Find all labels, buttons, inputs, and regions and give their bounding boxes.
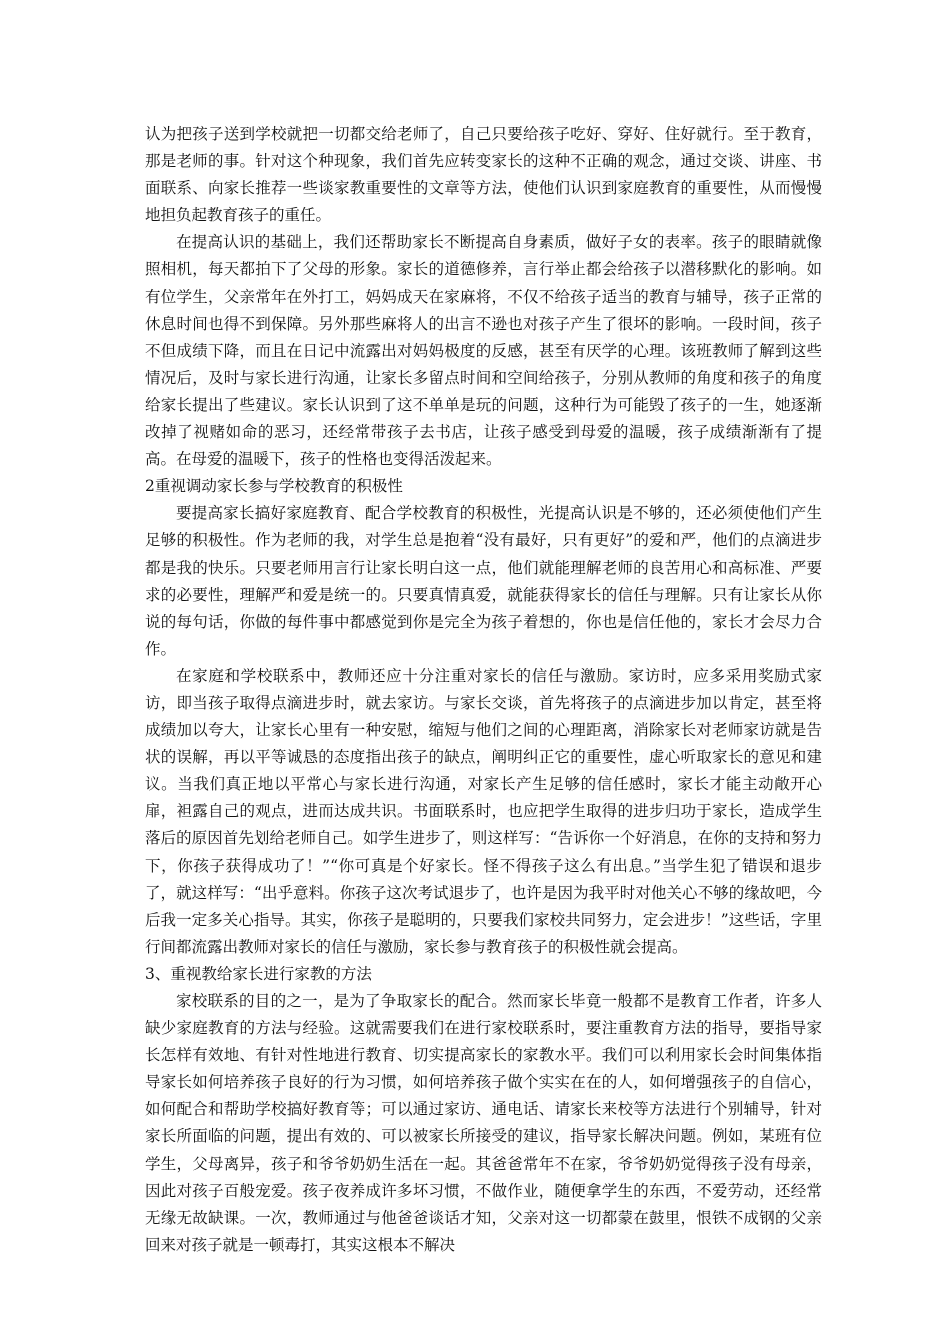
document-page bbox=[145, 121, 822, 1259]
paragraph-family-education-methods: 家校联系的目的之一，是为了争取家长的配合。然而家长毕竟一般都不是教育工作者，许多人缺少家庭教育的方法与经验。这就需要我们在进行家校联系时，要注重教育方法的指导，要指导家长怎样有效地、有针对性地进行教育、切实提高家长的家教水平。我们可以利用家长会时间集体指导家长如何培养孩子良好的行为习惯，如何培养孩子做个实实在在的人，如何增强孩子的自信心，如何配合和帮助学校搞好教育等；可以通过家访、通电话、请家长来校等方法进行个别辅导，针对家长所面临的问题，提出有效的、可以被家长所接受的建议，指导家长解决问题。例如，某班有位学生，父母离异，孩子和爷爷奶奶生活在一起。其爸爸常年不在家，爷爷奶奶觉得孩子没有母亲，因此对孩子百般宠爱。孩子夜养成许多坏习惯，不做作业，随便拿学生的东西，不爱劳动，还经常无缘无故缺课。一次，教师通过与他爸爸谈话才知，父亲对这一切都蒙在鼓里，恨铁不成钢的父亲回来对孩子就是一顿毒打，其实这根本不解决 bbox=[145, 992, 822, 1254]
section-heading-3: 3、重视教给家长进行家教的方法 bbox=[145, 964, 372, 983]
paragraph-parent-motivation: 要提高家长搞好家庭教育、配合学校教育的积极性，光提高认识是不够的，还必须使他们产生足够的积极性。作为老师的我，对学生总是抱着“没有最好，只有更好”的爱和严，他们的点滴进步都是我的快乐。只要老师用言行让家长明白这一点，他们就能理解老师的良苦用心和高标准、严要求的必要性，理解严和爱是统一的。只要真情真爱，就能获得家长的信任与理解。只有让家长从你说的每句话，你做的每件事中都感觉到你是完全为孩子着想的，你也是信任他的，家长才会尽力合作。 bbox=[145, 504, 822, 658]
paragraph-parent-role-model: 在提高认识的基础上，我们还帮助家长不断提高自身素质，做好子女的表率。孩子的眼睛就像照相机，每天都拍下了父母的形象。家长的道德修养，言行举止都会给孩子以潜移默化的影响。如有位学生，父亲常年在外打工，妈妈成天在家麻将，不仅不给孩子适当的教育与辅导，孩子正常的休息时间也得不到保障。另外那些麻将人的出言不逊也对孩子产生了很坏的影响。一段时间，孩子不但成绩下降，而且在日记中流露出对妈妈极度的反感，甚至有厌学的心理。该班教师了解到这些情况后，及时与家长进行沟通，让家长多留点时间和空间给孩子，分别从教师的角度和孩子的角度给家长提出了些建议。家长认识到了这不单单是玩的问题，这种行为可能毁了孩子的一生，她逐渐改掉了视赌如命的恶习，还经常带孩子去书店，让孩子感受到母爱的温暖，孩子成绩渐渐有了提高。在母爱的温暖下，孩子的性格也变得活泼起来。 bbox=[145, 233, 822, 469]
paragraph-parental-awareness: 认为把孩子送到学校就把一切都交给老师了，自己只要给孩子吃好、穿好、住好就行。至于教育，那是老师的事。针对这个种现象，我们首先应转变家长的这种不正确的观念，通过交谈、讲座、书面联系、向家长推荐一些谈家教重要性的文章等方法，使他们认识到家庭教育的重要性，从而慢慢地担负起教育孩子的重任。 bbox=[145, 125, 822, 225]
section-heading-2: 2重视调动家长参与学校教育的积极性 bbox=[145, 477, 403, 496]
paragraph-trust-encouragement: 在家庭和学校联系中，教师还应十分注重对家长的信任与激励。家访时，应多采用奖励式家访，即当孩子取得点滴进步时，就去家访。与家长交谈，首先将孩子的点滴进步加以肯定，甚至将成绩加以夸大，让家长心里有一种安慰，缩短与他们之间的心理距离，消除家长对老师家访就是告状的误解，再以平等诚恳的态度指出孩子的缺点，阐明纠正它的重要性，虚心听取家长的意见和建议。当我们真正地以平常心与家长进行沟通，对家长产生足够的信任感时，家长才能主动敞开心扉，袒露自己的观点，进而达成共识。书面联系时，也应把学生取得的进步归功于家长，造成学生落后的原因首先划给老师自己。如学生进步了，则这样写：“告诉你一个好消息，在你的支持和努力下，你孩子获得成功了！”“你可真是个好家长。怪不得孩子这么有出息。”当学生犯了错误和退步了，就这样写：“出乎意料。你孩子这次考试退步了，也许是因为我平时对他关心不够的缘故吧，今后我一定多关心指导。其实，你孩子是聪明的，只要我们家校共同努力，定会进步！”这些话，字里行间都流露出教师对家长的信任与激励，家长参与教育孩子的积极性就会提高。 bbox=[145, 666, 822, 956]
